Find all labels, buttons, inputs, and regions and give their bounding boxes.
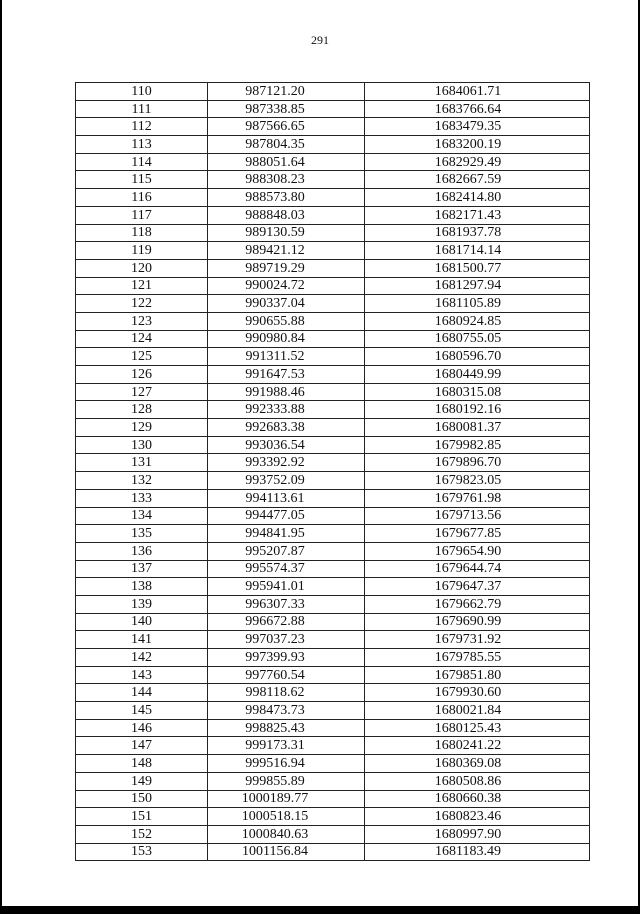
table-row <box>76 808 590 826</box>
point-number-cell: 120 <box>76 259 208 277</box>
x-coordinate-cell: 998473.73 <box>208 702 365 720</box>
table-row <box>76 259 590 277</box>
point-number-cell: 125 <box>76 348 208 366</box>
y-coordinate-cell: 1679677.85 <box>365 525 590 543</box>
point-number-cell: 142 <box>76 649 208 667</box>
table-row <box>76 118 590 136</box>
table-row <box>76 507 590 525</box>
x-coordinate-cell: 995941.01 <box>208 578 365 596</box>
point-number-cell: 143 <box>76 666 208 684</box>
point-number-cell: 130 <box>76 436 208 454</box>
x-coordinate-cell: 996307.33 <box>208 595 365 613</box>
y-coordinate-cell: 1679896.70 <box>365 454 590 472</box>
point-number-cell: 113 <box>76 136 208 154</box>
y-coordinate-cell: 1679930.60 <box>365 684 590 702</box>
table-row <box>76 401 590 419</box>
table-row <box>76 790 590 808</box>
table-row <box>76 242 590 260</box>
y-coordinate-cell: 1682929.49 <box>365 153 590 171</box>
table-row <box>76 312 590 330</box>
y-coordinate-cell: 1681714.14 <box>365 242 590 260</box>
y-coordinate-cell: 1684061.71 <box>365 83 590 101</box>
x-coordinate-cell: 989719.29 <box>208 259 365 277</box>
x-coordinate-cell: 988573.80 <box>208 189 365 207</box>
y-coordinate-cell: 1680081.37 <box>365 419 590 437</box>
scan-left-edge <box>0 0 2 914</box>
x-coordinate-cell: 991988.46 <box>208 383 365 401</box>
x-coordinate-cell: 1000840.63 <box>208 825 365 843</box>
y-coordinate-cell: 1680021.84 <box>365 702 590 720</box>
table-row <box>76 684 590 702</box>
y-coordinate-cell: 1679823.05 <box>365 472 590 490</box>
point-number-cell: 134 <box>76 507 208 525</box>
x-coordinate-cell: 1000518.15 <box>208 808 365 826</box>
table-row <box>76 189 590 207</box>
y-coordinate-cell: 1679662.79 <box>365 595 590 613</box>
y-coordinate-cell: 1679690.99 <box>365 613 590 631</box>
table-row <box>76 560 590 578</box>
point-number-cell: 118 <box>76 224 208 242</box>
y-coordinate-cell: 1679851.80 <box>365 666 590 684</box>
table-row <box>76 542 590 560</box>
table-row <box>76 100 590 118</box>
x-coordinate-cell: 991647.53 <box>208 366 365 384</box>
table-row <box>76 843 590 861</box>
point-number-cell: 127 <box>76 383 208 401</box>
x-coordinate-cell: 987566.65 <box>208 118 365 136</box>
table-row <box>76 666 590 684</box>
point-number-cell: 151 <box>76 808 208 826</box>
x-coordinate-cell: 999516.94 <box>208 755 365 773</box>
y-coordinate-cell: 1680660.38 <box>365 790 590 808</box>
point-number-cell: 122 <box>76 295 208 313</box>
point-number-cell: 110 <box>76 83 208 101</box>
point-number-cell: 128 <box>76 401 208 419</box>
table-row <box>76 224 590 242</box>
y-coordinate-cell: 1680449.99 <box>365 366 590 384</box>
x-coordinate-cell: 998118.62 <box>208 684 365 702</box>
table-row <box>76 83 590 101</box>
point-number-cell: 136 <box>76 542 208 560</box>
table-row <box>76 631 590 649</box>
table-row <box>76 153 590 171</box>
point-number-cell: 115 <box>76 171 208 189</box>
y-coordinate-cell: 1680369.08 <box>365 755 590 773</box>
point-number-cell: 145 <box>76 702 208 720</box>
table-row <box>76 206 590 224</box>
y-coordinate-cell: 1683766.64 <box>365 100 590 118</box>
scan-bottom-band <box>0 906 640 914</box>
point-number-cell: 137 <box>76 560 208 578</box>
y-coordinate-cell: 1681183.49 <box>365 843 590 861</box>
x-coordinate-cell: 994841.95 <box>208 525 365 543</box>
x-coordinate-cell: 989130.59 <box>208 224 365 242</box>
y-coordinate-cell: 1681937.78 <box>365 224 590 242</box>
table-row <box>76 755 590 773</box>
point-number-cell: 121 <box>76 277 208 295</box>
point-number-cell: 119 <box>76 242 208 260</box>
table-row <box>76 489 590 507</box>
y-coordinate-cell: 1682414.80 <box>365 189 590 207</box>
y-coordinate-cell: 1680508.86 <box>365 772 590 790</box>
x-coordinate-cell: 992333.88 <box>208 401 365 419</box>
point-number-cell: 135 <box>76 525 208 543</box>
x-coordinate-cell: 995207.87 <box>208 542 365 560</box>
table-row <box>76 772 590 790</box>
table-row <box>76 171 590 189</box>
point-number-cell: 141 <box>76 631 208 649</box>
x-coordinate-cell: 990655.88 <box>208 312 365 330</box>
x-coordinate-cell: 1000189.77 <box>208 790 365 808</box>
y-coordinate-cell: 1680241.22 <box>365 737 590 755</box>
y-coordinate-cell: 1680596.70 <box>365 348 590 366</box>
y-coordinate-cell: 1679982.85 <box>365 436 590 454</box>
y-coordinate-cell: 1679761.98 <box>365 489 590 507</box>
y-coordinate-cell: 1682667.59 <box>365 171 590 189</box>
table-row <box>76 277 590 295</box>
table-row <box>76 136 590 154</box>
x-coordinate-cell: 987121.20 <box>208 83 365 101</box>
table-row <box>76 330 590 348</box>
table-row <box>76 578 590 596</box>
x-coordinate-cell: 988051.64 <box>208 153 365 171</box>
point-number-cell: 111 <box>76 100 208 118</box>
y-coordinate-cell: 1679644.74 <box>365 560 590 578</box>
point-number-cell: 124 <box>76 330 208 348</box>
x-coordinate-cell: 999855.89 <box>208 772 365 790</box>
table-row <box>76 525 590 543</box>
y-coordinate-cell: 1680924.85 <box>365 312 590 330</box>
table-row <box>76 436 590 454</box>
x-coordinate-cell: 989421.12 <box>208 242 365 260</box>
point-number-cell: 153 <box>76 843 208 861</box>
x-coordinate-cell: 993392.92 <box>208 454 365 472</box>
y-coordinate-cell: 1680823.46 <box>365 808 590 826</box>
table-row <box>76 419 590 437</box>
table-row <box>76 383 590 401</box>
x-coordinate-cell: 996672.88 <box>208 613 365 631</box>
x-coordinate-cell: 997037.23 <box>208 631 365 649</box>
x-coordinate-cell: 990024.72 <box>208 277 365 295</box>
y-coordinate-cell: 1679647.37 <box>365 578 590 596</box>
table-row <box>76 366 590 384</box>
y-coordinate-cell: 1679713.56 <box>365 507 590 525</box>
point-number-cell: 146 <box>76 719 208 737</box>
table-row <box>76 472 590 490</box>
coordinates-table-container <box>75 82 589 861</box>
y-coordinate-cell: 1679731.92 <box>365 631 590 649</box>
x-coordinate-cell: 1001156.84 <box>208 843 365 861</box>
point-number-cell: 129 <box>76 419 208 437</box>
y-coordinate-cell: 1680997.90 <box>365 825 590 843</box>
x-coordinate-cell: 993036.54 <box>208 436 365 454</box>
y-coordinate-cell: 1680125.43 <box>365 719 590 737</box>
x-coordinate-cell: 997399.93 <box>208 649 365 667</box>
y-coordinate-cell: 1681105.89 <box>365 295 590 313</box>
x-coordinate-cell: 993752.09 <box>208 472 365 490</box>
y-coordinate-cell: 1681500.77 <box>365 259 590 277</box>
y-coordinate-cell: 1683200.19 <box>365 136 590 154</box>
table-row <box>76 825 590 843</box>
table-row <box>76 454 590 472</box>
y-coordinate-cell: 1682171.43 <box>365 206 590 224</box>
x-coordinate-cell: 988848.03 <box>208 206 365 224</box>
y-coordinate-cell: 1680192.16 <box>365 401 590 419</box>
x-coordinate-cell: 987338.85 <box>208 100 365 118</box>
x-coordinate-cell: 991311.52 <box>208 348 365 366</box>
y-coordinate-cell: 1680315.08 <box>365 383 590 401</box>
point-number-cell: 138 <box>76 578 208 596</box>
point-number-cell: 116 <box>76 189 208 207</box>
point-number-cell: 133 <box>76 489 208 507</box>
point-number-cell: 132 <box>76 472 208 490</box>
y-coordinate-cell: 1679785.55 <box>365 649 590 667</box>
table-row <box>76 613 590 631</box>
point-number-cell: 126 <box>76 366 208 384</box>
point-number-cell: 123 <box>76 312 208 330</box>
x-coordinate-cell: 994113.61 <box>208 489 365 507</box>
point-number-cell: 147 <box>76 737 208 755</box>
table-row <box>76 348 590 366</box>
point-number-cell: 140 <box>76 613 208 631</box>
x-coordinate-cell: 987804.35 <box>208 136 365 154</box>
point-number-cell: 131 <box>76 454 208 472</box>
x-coordinate-cell: 997760.54 <box>208 666 365 684</box>
x-coordinate-cell: 990980.84 <box>208 330 365 348</box>
y-coordinate-cell: 1680755.05 <box>365 330 590 348</box>
coordinates-table <box>75 82 590 861</box>
x-coordinate-cell: 994477.05 <box>208 507 365 525</box>
table-row <box>76 649 590 667</box>
x-coordinate-cell: 998825.43 <box>208 719 365 737</box>
table-row <box>76 719 590 737</box>
point-number-cell: 139 <box>76 595 208 613</box>
point-number-cell: 112 <box>76 118 208 136</box>
table-row <box>76 737 590 755</box>
x-coordinate-cell: 995574.37 <box>208 560 365 578</box>
x-coordinate-cell: 992683.38 <box>208 419 365 437</box>
y-coordinate-cell: 1681297.94 <box>365 277 590 295</box>
point-number-cell: 114 <box>76 153 208 171</box>
y-coordinate-cell: 1679654.90 <box>365 542 590 560</box>
x-coordinate-cell: 999173.31 <box>208 737 365 755</box>
x-coordinate-cell: 990337.04 <box>208 295 365 313</box>
table-row <box>76 595 590 613</box>
y-coordinate-cell: 1683479.35 <box>365 118 590 136</box>
page-number: 291 <box>311 33 329 47</box>
point-number-cell: 152 <box>76 825 208 843</box>
table-row <box>76 295 590 313</box>
table-body <box>76 83 590 861</box>
point-number-cell: 149 <box>76 772 208 790</box>
x-coordinate-cell: 988308.23 <box>208 171 365 189</box>
point-number-cell: 144 <box>76 684 208 702</box>
point-number-cell: 148 <box>76 755 208 773</box>
table-row <box>76 702 590 720</box>
point-number-cell: 150 <box>76 790 208 808</box>
point-number-cell: 117 <box>76 206 208 224</box>
